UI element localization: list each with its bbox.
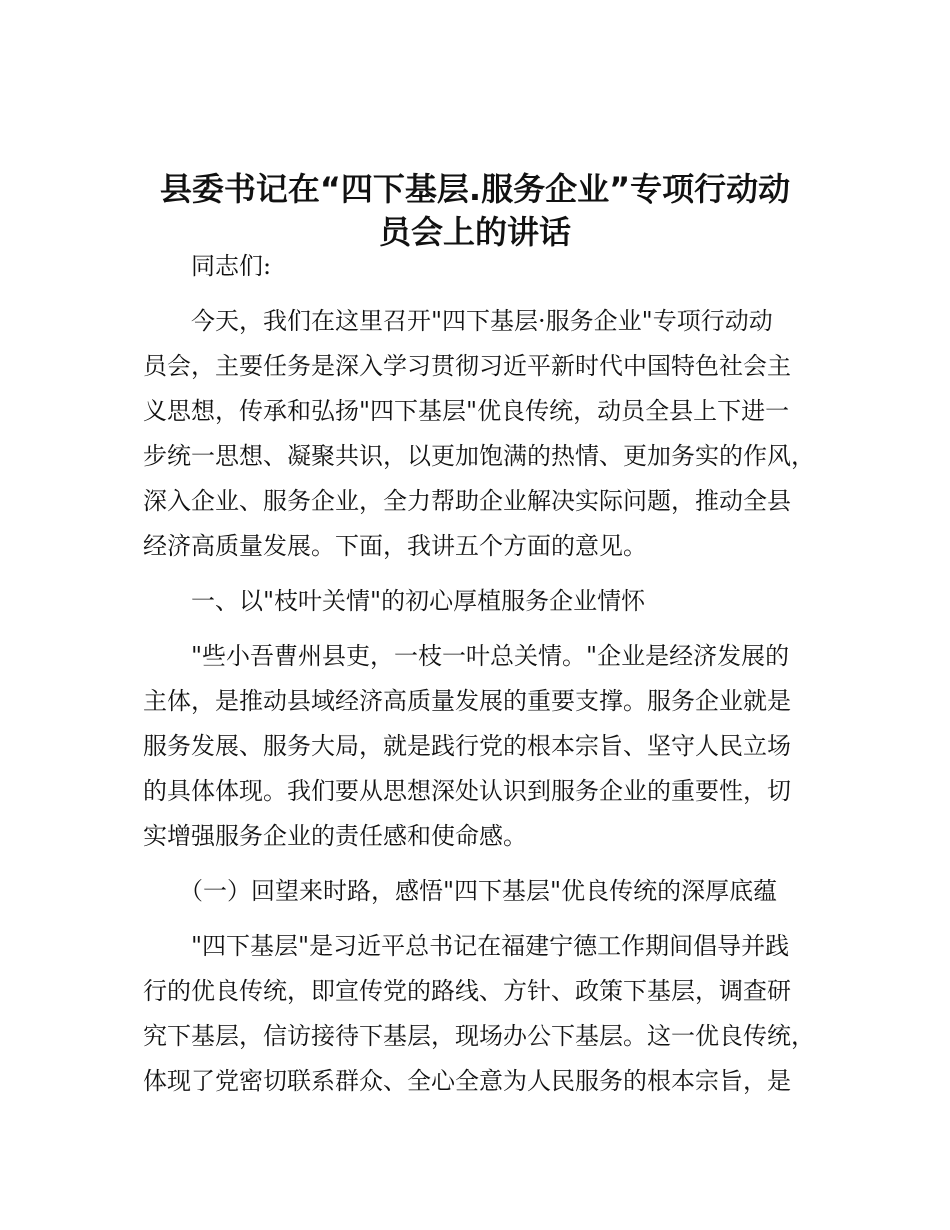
paragraph-line: 义思想，传承和弘扬"四下基层"优良传统，动员全县上下进一 [143,397,790,425]
paragraph-line: 主体，是推动县域经济高质量发展的重要支撑。服务企业就是 [143,687,791,715]
paragraph-line: 今天，我们在这里召开"四下基层·服务企业"专项行动动 [191,307,773,335]
document-body [143,244,813,1114]
section-heading-text: 一、以"枝叶关情"的初心厚植服务企业情怀 [191,587,646,615]
subsection-heading-1 [143,869,813,914]
document-title [100,168,850,254]
paragraph-line: 员会，主要任务是深入学习贯彻习近平新时代中国特色社会主 [143,352,791,380]
paragraph-line: 究下基层，信访接待下基层，现场办公下基层。这一优良传统， [143,1022,815,1050]
paragraph-line: 经济高质量发展。下面，我讲五个方面的意见。 [143,532,647,560]
salutation-text: 同志们: [191,252,272,280]
paragraph-line: 行的优良传统，即宣传党的路线、方针、政策下基层，调查研 [143,977,791,1005]
paragraph-subsection-1 [143,924,813,1104]
paragraph-line: 服务发展、服务大局，就是践行党的根本宗旨、坚守人民立场 [143,732,791,760]
paragraph-line: 步统一思想、凝聚共识，以更加饱满的热情、更加务实的作风， [143,442,815,470]
paragraph-line: "四下基层"是习近平总书记在福建宁德工作期间倡导并践 [191,932,790,960]
paragraph-line: 深入企业、服务企业，全力帮助企业解决实际问题，推动全县 [143,487,791,515]
paragraph-intro [143,299,813,569]
paragraph-section-1 [143,634,813,859]
title-line: 县委书记在“四下基层.服务企业”专项行动动 [159,170,791,208]
paragraph-line: 的具体体现。我们要从思想深处认识到服务企业的重要性，切 [143,777,791,805]
paragraph-line: 实增强服务企业的责任感和使命感。 [143,822,527,850]
section-heading-1 [143,579,813,624]
salutation [143,244,813,289]
subsection-heading-text: （一）回望来时路，感悟"四下基层"优良传统的深厚底蕴 [179,877,778,905]
paragraph-line: "些小吾曹州县吏，一枝一叶总关情。"企业是经济发展的 [191,642,790,670]
paragraph-line: 体现了党密切联系群众、全心全意为人民服务的根本宗旨，是 [143,1067,791,1095]
title-line: 员会上的讲话 [378,213,571,251]
